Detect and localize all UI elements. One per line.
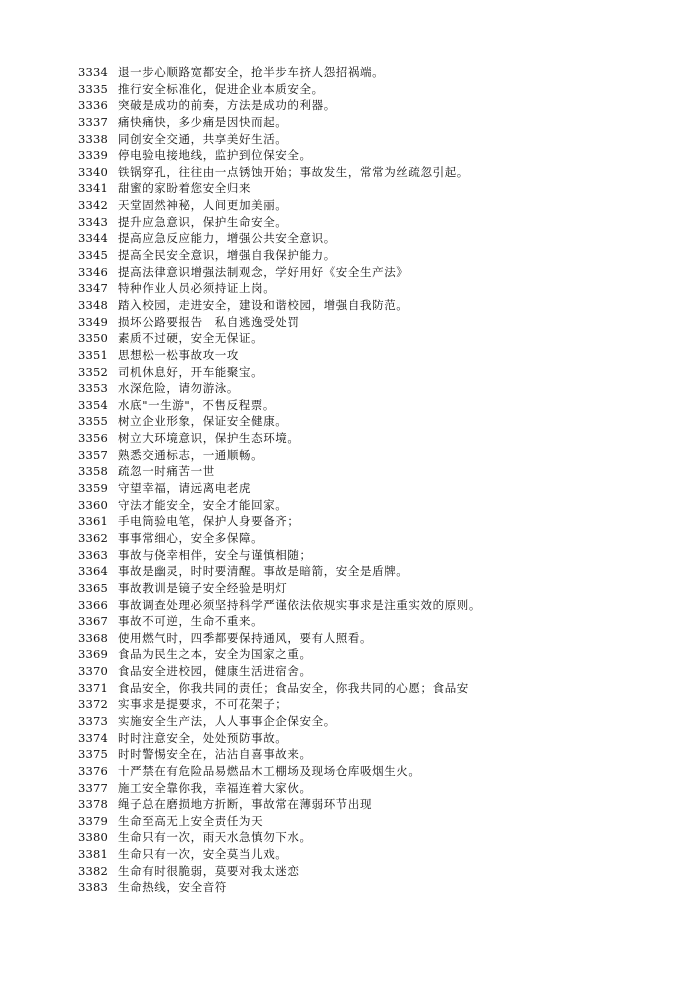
entry-text: 实施安全生产法，人人事事企企保安全。: [118, 713, 336, 728]
entry-number: 3366: [78, 597, 109, 612]
entry-text: 同创安全交通，共享美好生活。: [118, 131, 288, 146]
entry-number: 3363: [78, 547, 109, 562]
entry-text: 提升应急意识，保护生命安全。: [118, 214, 288, 229]
entry-number: 3337: [78, 114, 109, 129]
list-item: [78, 613, 678, 630]
entry-text: 提高应急反应能力，增强公共安全意识。: [118, 231, 336, 246]
entry-number: 3383: [78, 880, 109, 895]
list-item: [78, 297, 678, 314]
list-item: [78, 863, 678, 880]
list-item: [78, 813, 678, 830]
entry-number: 3360: [78, 497, 109, 512]
entry-number: 3377: [78, 780, 109, 795]
list-item: [78, 646, 678, 663]
entry-number: 3356: [78, 431, 109, 446]
entry-text: 实事求是提要求，不可花架子；: [118, 697, 288, 712]
entry-number: 3344: [78, 231, 109, 246]
entry-text: 疏忽一时痛苦一世: [118, 464, 215, 479]
entry-text: 素质不过硬，安全无保证。: [118, 331, 264, 346]
entry-text: 甜蜜的家盼着您安全归来: [118, 181, 252, 196]
entry-number: 3341: [78, 181, 109, 196]
list-item: [78, 879, 678, 896]
entry-number: 3368: [78, 630, 109, 645]
list-item: [78, 696, 678, 713]
entry-number: 3342: [78, 198, 109, 213]
entry-text: 生命只有一次，安全莫当儿戏。: [118, 847, 288, 862]
list-item: [78, 530, 678, 547]
entry-text: 生命至高无上安全责任为天: [118, 813, 264, 828]
list-item: [78, 563, 678, 580]
entry-text: 食品为民生之本，安全为国家之重。: [118, 647, 312, 662]
list-item: [78, 513, 678, 530]
entry-number: 3354: [78, 397, 109, 412]
entry-number: 3355: [78, 414, 109, 429]
entry-number: 3361: [78, 514, 109, 529]
entry-text: 水底"一生游"，不售反程票。: [118, 397, 275, 412]
entry-number: 3345: [78, 248, 109, 263]
list-item: [78, 280, 678, 297]
list-item: [78, 397, 678, 414]
entry-text: 手电筒验电笔，保护人身要备齐；: [118, 514, 300, 529]
entry-number: 3350: [78, 331, 109, 346]
entry-number: 3374: [78, 730, 109, 745]
list-item: [78, 547, 678, 564]
entry-text: 提高全民安全意识，增强自我保护能力。: [118, 248, 336, 263]
entry-text: 生命热线，安全音符: [118, 880, 227, 895]
entry-text: 守望幸福，请远离电老虎: [118, 481, 252, 496]
list-item: [78, 330, 678, 347]
entry-text: 推行安全标准化，促进企业本质安全。: [118, 81, 324, 96]
entry-text: 树立企业形象，保证安全健康。: [118, 414, 288, 429]
list-item: [78, 447, 678, 464]
list-item: [78, 81, 678, 98]
entry-number: 3338: [78, 131, 109, 146]
entry-text: 时时注意安全，处处预防事故。: [118, 730, 288, 745]
entry-number: 3381: [78, 847, 109, 862]
entry-text: 水深危险，请勿游泳。: [118, 381, 239, 396]
entry-number: 3371: [78, 680, 109, 695]
entry-number: 3335: [78, 81, 109, 96]
list-item: [78, 214, 678, 231]
entry-text: 事故调查处理必须坚持科学严谨依法依规实事求是注重实效的原则。: [118, 597, 481, 612]
slogan-list: [78, 64, 678, 896]
entry-text: 司机休息好，开车能聚宝。: [118, 364, 264, 379]
entry-number: 3349: [78, 314, 109, 329]
list-item: [78, 413, 678, 430]
entry-text: 绳子总在磨损地方折断，事故常在薄弱环节出现: [118, 797, 373, 812]
entry-text: 使用燃气时，四季都要保持通风，要有人照看。: [118, 630, 373, 645]
list-item: [78, 763, 678, 780]
entry-number: 3358: [78, 464, 109, 479]
list-item: [78, 264, 678, 281]
list-item: [78, 247, 678, 264]
entry-text: 损坏公路要报告 私自逃逸受处罚: [118, 314, 300, 329]
entry-text: 熟悉交通标志，一通顺畅。: [118, 447, 264, 462]
list-item: [78, 347, 678, 364]
entry-number: 3380: [78, 830, 109, 845]
list-item: [78, 597, 678, 614]
entry-text: 施工安全靠你我，幸福连着大家伙。: [118, 780, 312, 795]
entry-number: 3362: [78, 530, 109, 545]
list-item: [78, 364, 678, 381]
entry-number: 3351: [78, 347, 109, 362]
entry-number: 3343: [78, 214, 109, 229]
entry-number: 3370: [78, 664, 109, 679]
entry-text: 特种作业人员必须持证上岗。: [118, 281, 276, 296]
entry-number: 3369: [78, 647, 109, 662]
entry-text: 提高法律意识增强法制观念，学好用好《安全生产法》: [118, 264, 409, 279]
entry-number: 3359: [78, 481, 109, 496]
entry-number: 3372: [78, 697, 109, 712]
entry-number: 3367: [78, 614, 109, 629]
entry-number: 3339: [78, 148, 109, 163]
list-item: [78, 197, 678, 214]
entry-number: 3346: [78, 264, 109, 279]
entry-number: 3352: [78, 364, 109, 379]
list-item: [78, 846, 678, 863]
entry-number: 3382: [78, 863, 109, 878]
list-item: [78, 730, 678, 747]
entry-text: 十严禁在有危险品易燃品木工棚场及现场仓库吸烟生火。: [118, 763, 421, 778]
entry-text: 事事常细心，安全多保障。: [118, 530, 264, 545]
list-item: [78, 713, 678, 730]
entry-text: 食品安全，你我共同的责任；食品安全，你我共同的心愿；食品安: [118, 680, 469, 695]
list-item: [78, 630, 678, 647]
list-item: [78, 829, 678, 846]
list-item: [78, 497, 678, 514]
list-item: [78, 380, 678, 397]
list-item: [78, 780, 678, 797]
entry-text: 事故不可逆，生命不重来。: [118, 614, 264, 629]
list-item: [78, 480, 678, 497]
list-item: [78, 230, 678, 247]
entry-text: 思想松一松事故攻一攻: [118, 347, 239, 362]
entry-number: 3353: [78, 381, 109, 396]
list-item: [78, 680, 678, 697]
list-item: [78, 314, 678, 331]
entry-text: 事故教训是镜子安全经验是明灯: [118, 580, 288, 595]
entry-number: 3378: [78, 797, 109, 812]
entry-number: 3365: [78, 580, 109, 595]
entry-text: 时时警惕安全在，沾沾自喜事故来。: [118, 747, 312, 762]
entry-text: 生命有时很脆弱，莫要对我太迷恋: [118, 863, 300, 878]
entry-number: 3375: [78, 747, 109, 762]
entry-number: 3347: [78, 281, 109, 296]
entry-number: 3348: [78, 297, 109, 312]
entry-text: 突破是成功的前奏，方法是成功的利器。: [118, 98, 336, 113]
list-item: [78, 164, 678, 181]
entry-text: 守法才能安全，安全才能回家。: [118, 497, 288, 512]
entry-number: 3357: [78, 447, 109, 462]
list-item: [78, 147, 678, 164]
entry-text: 生命只有一次，雨天水急慎勿下水。: [118, 830, 312, 845]
entry-text: 踏入校园，走进安全，建设和谐校园，增强自我防范。: [118, 297, 409, 312]
entry-text: 铁锅穿孔，往往由一点锈蚀开始；事故发生，常常为丝疏忽引起。: [118, 164, 469, 179]
list-item: [78, 180, 678, 197]
list-item: [78, 430, 678, 447]
list-item: [78, 114, 678, 131]
entry-number: 3376: [78, 763, 109, 778]
list-item: [78, 663, 678, 680]
entry-number: 3340: [78, 164, 109, 179]
list-item: [78, 64, 678, 81]
entry-text: 事故是幽灵，时时要清醒。事故是暗箭，安全是盾牌。: [118, 564, 409, 579]
entry-number: 3364: [78, 564, 109, 579]
list-item: [78, 97, 678, 114]
list-item: [78, 580, 678, 597]
entry-number: 3336: [78, 98, 109, 113]
list-item: [78, 746, 678, 763]
entry-text: 痛快痛快，多少痛是因快而起。: [118, 114, 288, 129]
entry-text: 树立大环境意识，保护生态环境。: [118, 431, 300, 446]
list-item: [78, 131, 678, 148]
entry-text: 天堂固然神秘，人间更加美丽。: [118, 198, 288, 213]
entry-number: 3379: [78, 813, 109, 828]
entry-text: 退一步心顺路宽都安全，抢半步车挤人怨招祸端。: [118, 65, 385, 79]
entry-text: 停电验电接地线，监护到位保安全。: [118, 148, 312, 163]
entry-number: 3373: [78, 713, 109, 728]
entry-number: 3334: [78, 65, 109, 79]
entry-text: 事故与侥幸相伴，安全与谨慎相随；: [118, 547, 312, 562]
entry-text: 食品安全进校园，健康生活进宿舍。: [118, 664, 312, 679]
list-item: [78, 796, 678, 813]
list-item: [78, 463, 678, 480]
